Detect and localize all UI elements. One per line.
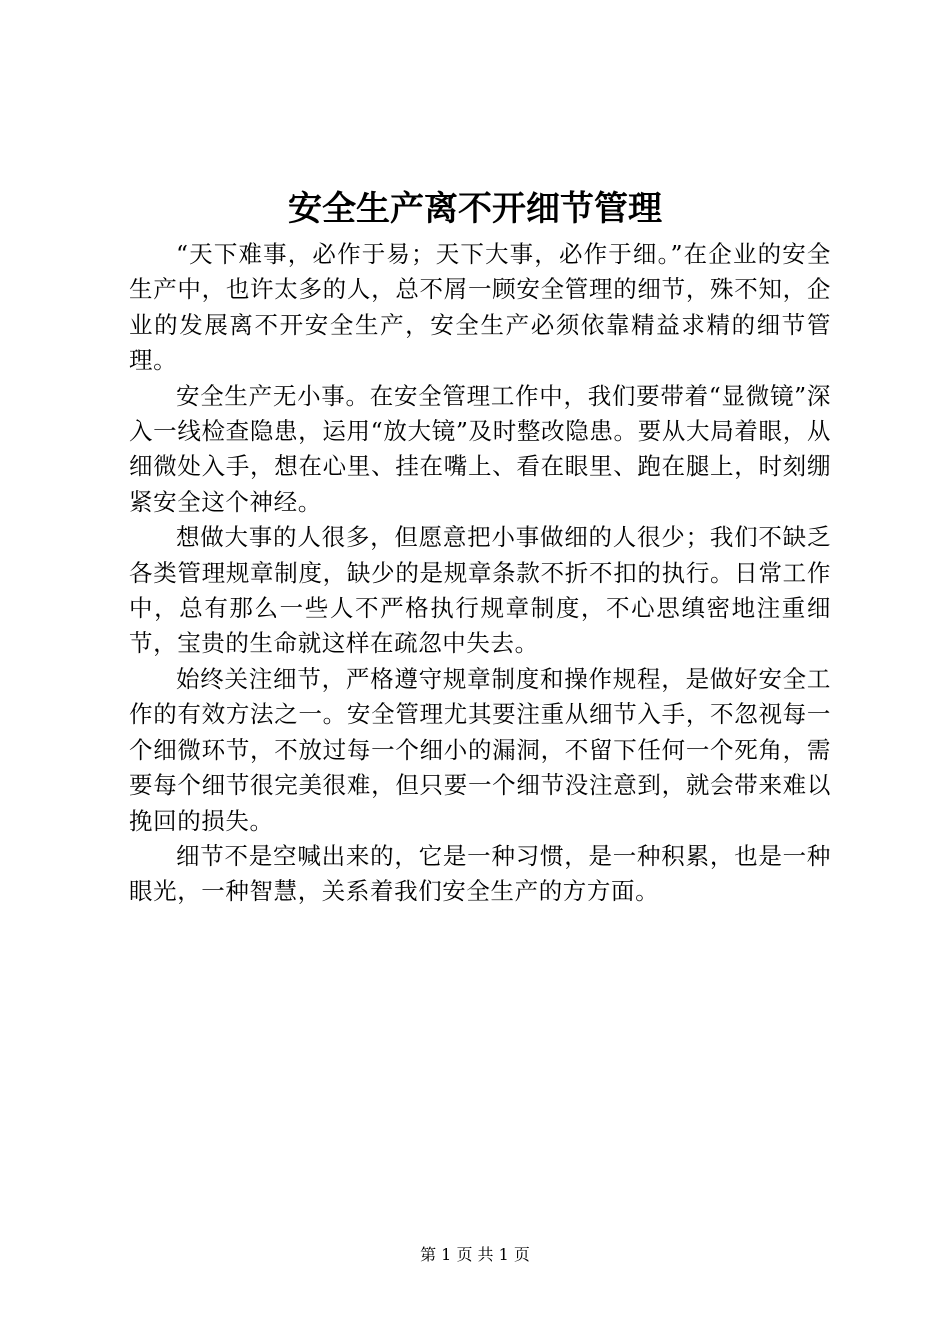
paragraph: 细节不是空喊出来的，它是一种习惯，是一种积累，也是一种眼光，一种智慧，关系着我们安全生产的方方面。 <box>129 841 831 906</box>
paragraph: 安全生产无小事。在安全管理工作中，我们要带着“显微镜”深入一线检查隐患，运用“放大镜”及时整改隐患。要从大局着眼，从细微处入手，想在心里、挂在嘴上、看在眼里、跑在腿上，时刻绷紧安全这个神经。 <box>129 381 831 516</box>
document-body <box>129 237 831 910</box>
page-footer: 第 1 页 共 1 页 <box>420 1245 530 1264</box>
paragraph: 想做大事的人很多，但愿意把小事做细的人很少；我们不缺乏各类管理规章制度，缺少的是规章条款不折不扣的执行。日常工作中，总有那么一些人不严格执行规章制度，不心思缜密地注重细节，宝贵的生命就这样在疏忽中失去。 <box>129 523 831 658</box>
document-title: 安全生产离不开细节管理 <box>288 189 662 229</box>
paragraph: 始终关注细节，严格遵守规章制度和操作规程，是做好安全工作的有效方法之一。安全管理尤其要注重从细节入手，不忽视每一个细微环节，不放过每一个细小的漏洞，不留下任何一个死角，需要每个细节很完美很难，但只要一个细节没注意到，就会带来难以挽回的损失。 <box>129 664 831 835</box>
paragraph: “天下难事，必作于易；天下大事，必作于细。”在企业的安全生产中，也许太多的人，总不屑一顾安全管理的细节，殊不知，企业的发展离不开安全生产，安全生产必须依靠精益求精的细节管理。 <box>129 240 831 375</box>
